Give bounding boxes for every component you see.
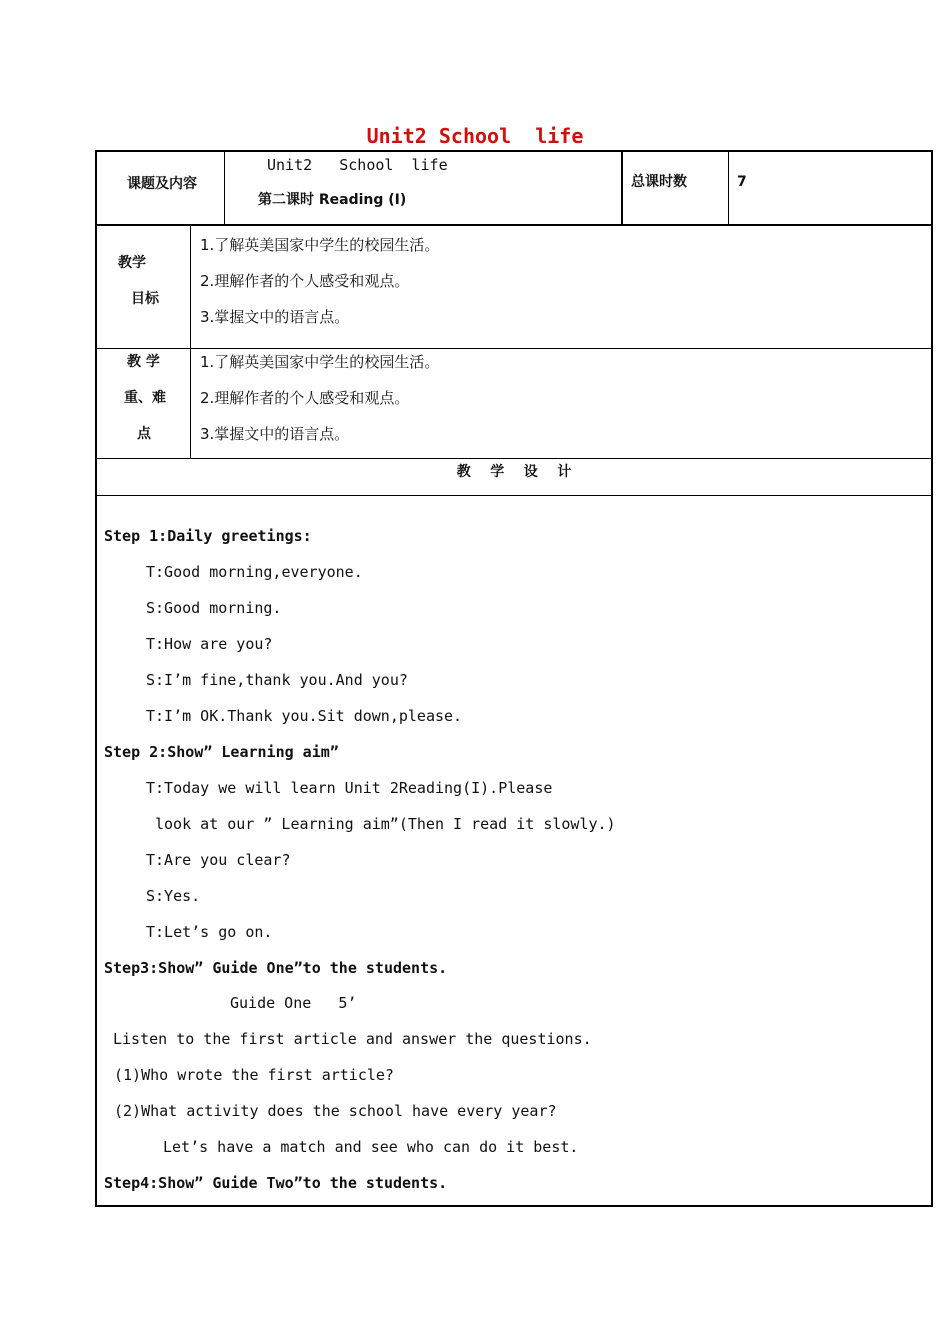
row-divider bbox=[95, 224, 933, 226]
objective-item: 1.了解英美国家中学生的校园生活。 bbox=[200, 236, 440, 254]
step-heading: Step4:Show” Guide Two”to the students. bbox=[104, 1174, 448, 1192]
dialogue-line: T:Are you clear? bbox=[146, 851, 291, 869]
key-points-label: 重、难 bbox=[124, 390, 166, 406]
header-lesson: 第二课时 Reading (I) bbox=[258, 192, 407, 208]
key-point-item: 2.理解作者的个人感受和观点。 bbox=[200, 389, 410, 407]
guide-line: Let’s have a match and see who can do it best. bbox=[163, 1138, 579, 1156]
objectives-label: 教学 bbox=[118, 255, 146, 271]
objectives-label: 目标 bbox=[131, 291, 159, 307]
step-heading: Step 2:Show” Learning aim” bbox=[104, 743, 339, 761]
guide-line: Listen to the first article and answer the questions. bbox=[113, 1030, 592, 1048]
key-point-item: 1.了解英美国家中学生的校园生活。 bbox=[200, 353, 440, 371]
dialogue-line: T:Good morning,everyone. bbox=[146, 563, 363, 581]
dialogue-line: T:Let’s go on. bbox=[146, 923, 273, 941]
guide-line: (1)Who wrote the first article? bbox=[114, 1066, 394, 1084]
objective-item: 2.理解作者的个人感受和观点。 bbox=[200, 272, 410, 290]
header-unit-title: Unit2 School life bbox=[267, 156, 448, 174]
guide-title: Guide One 5’ bbox=[230, 994, 357, 1012]
column-divider bbox=[190, 225, 191, 458]
guide-line: (2)What activity does the school have every year? bbox=[114, 1102, 557, 1120]
dialogue-line: look at our ” Learning aim”(Then I read it slowly.) bbox=[155, 815, 616, 833]
key-points-label: 教 学 bbox=[127, 354, 160, 370]
row-divider bbox=[95, 348, 933, 349]
row-divider bbox=[95, 458, 933, 459]
step-heading: Step3:Show” Guide One”to the students. bbox=[104, 959, 448, 977]
hours-value: 7 bbox=[737, 174, 747, 190]
design-heading: 教 学 设 计 bbox=[456, 464, 572, 480]
document-title: Unit2 School life bbox=[366, 124, 584, 148]
dialogue-line: S:I’m fine,thank you.And you? bbox=[146, 671, 408, 689]
hours-label: 总课时数 bbox=[631, 174, 687, 190]
objective-item: 3.掌握文中的语言点。 bbox=[200, 308, 350, 326]
dialogue-line: S:Good morning. bbox=[146, 599, 282, 617]
column-divider bbox=[728, 151, 729, 225]
dialogue-line: T:I’m OK.Thank you.Sit down,please. bbox=[146, 707, 463, 725]
key-points-label: 点 bbox=[137, 426, 151, 442]
dialogue-line: T:Today we will learn Unit 2Reading(I).Please bbox=[146, 779, 553, 797]
column-divider bbox=[224, 151, 225, 225]
dialogue-line: T:How are you? bbox=[146, 635, 273, 653]
step-heading: Step 1:Daily greetings: bbox=[104, 527, 312, 545]
column-divider bbox=[621, 151, 623, 225]
header-label: 课题及内容 bbox=[127, 176, 197, 192]
dialogue-line: S:Yes. bbox=[146, 887, 201, 905]
key-point-item: 3.掌握文中的语言点。 bbox=[200, 425, 350, 443]
row-divider bbox=[95, 495, 933, 496]
